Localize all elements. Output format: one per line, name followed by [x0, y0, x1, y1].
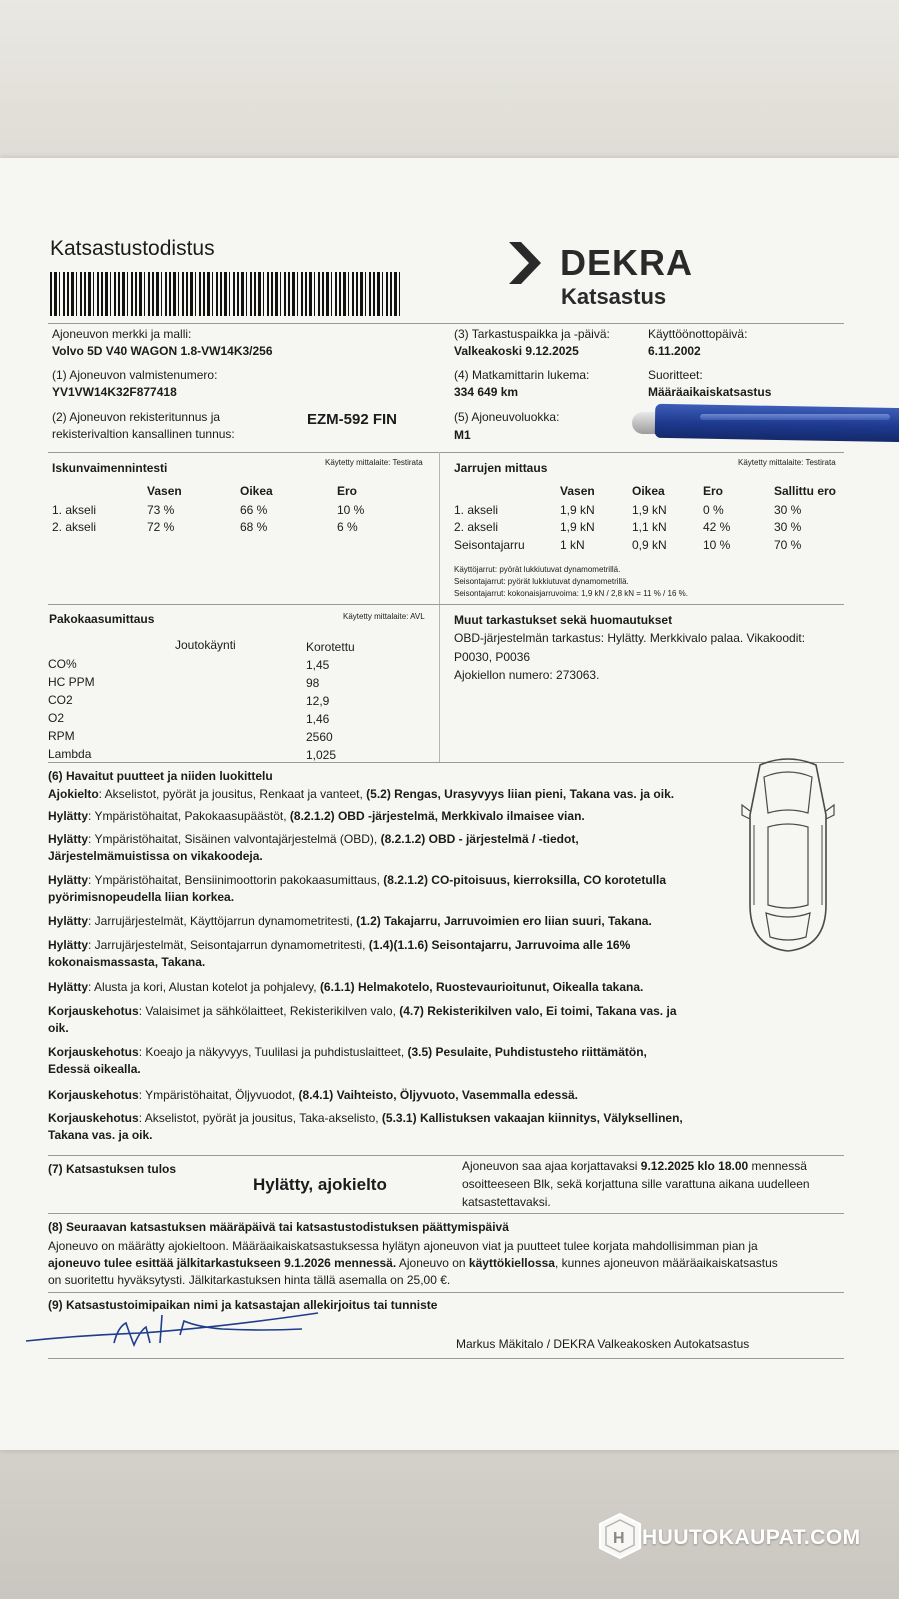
exhaust-row-name: O2	[48, 711, 65, 725]
divider	[48, 1155, 844, 1156]
exhaust-title: Pakokaasumittaus	[49, 612, 155, 626]
inspector-name: Markus Mäkitalo / DEKRA Valkeakosken Autokatsastus	[456, 1337, 750, 1351]
exhaust-row-name: RPM	[48, 729, 75, 743]
defect-item: Hylätty: Ympäristöhaitat, Pakokaasupäästöt, (8.2.1.2) OBD -järjestelmä, Merkkivalo ilmaisee vian.	[48, 809, 585, 823]
brakes-header: Sallittu ero	[774, 484, 837, 498]
other-title: Muut tarkastukset sekä huomautukset	[454, 613, 673, 627]
brakes-row-name: Seisontajarru	[454, 538, 525, 552]
dekra-wordmark: DEKRA	[560, 242, 694, 283]
barcode	[50, 272, 400, 316]
defect-item: Korjauskehotus: Akselistot, pyörät ja jousitus, Taka-akselisto, (5.3.1) Kallistuksen vakaajan kiinnitys, Välyksellinen, Takana vas. ja oik.	[48, 1111, 683, 1142]
exhaust-value: 1,025	[306, 748, 337, 762]
reg-label-2: rekisterivaltion kansallinen tunnus:	[52, 427, 235, 441]
background-table-bottom	[0, 1450, 899, 1599]
place-label: (3) Tarkastuspaikka ja -päivä:	[454, 327, 610, 341]
brakes-note: Käyttöjarrut: pyörät lukkiutuvat dynamometrillä.	[454, 565, 621, 574]
brakes-note: Seisontajarrut: kokonaisjarruvoima: 1,9 kN / 2,8 kN = 11 % / 16 %.	[454, 589, 688, 598]
defect-item: Korjauskehotus: Koeajo ja näkyvyys, Tuulilasi ja puhdistuslaitteet, (3.5) Pesulaite, Puhdistusteho riittämätön, Edessä oikealla.	[48, 1045, 647, 1076]
brakes-row-name: 2. akseli	[454, 520, 499, 534]
divider	[48, 604, 844, 605]
watermark-logo-icon	[598, 1512, 642, 1560]
exhaust-row-name: HC PPM	[48, 675, 95, 689]
reg-label: (2) Ajoneuvon rekisteritunnus ja	[52, 410, 221, 424]
column-divider	[439, 452, 440, 762]
performed-label: Suoritteet:	[648, 368, 703, 382]
defect-item: Hylätty: Ympäristöhaitat, Bensiinimoottorin pakokaasumittaus, (8.2.1.2) CO-pitoisuus, kierroksilla, CO korotetulla pyörimisnopeudella liian korkea.	[48, 873, 667, 904]
make-model-label: Ajoneuvon merkki ja malli:	[52, 327, 192, 341]
watermark-text: HUUTOKAUPAT.COM	[642, 1526, 861, 1549]
other-line: OBD-järjestelmän tarkastus: Hylätty. Merkkivalo palaa. Vikakoodit:	[454, 631, 806, 645]
brakes-title: Jarrujen mittaus	[454, 461, 548, 475]
shock-cell: 66 %	[240, 503, 268, 517]
result-note-line: katsastettavaksi.	[462, 1195, 551, 1209]
shock-title: Iskunvaimennintesti	[52, 461, 168, 475]
dekra-subtitle: Katsastus	[561, 284, 667, 309]
document-title: Katsastustodistus	[50, 237, 215, 260]
exhaust-value: 1,45	[306, 658, 330, 672]
exhaust-value: 12,9	[306, 694, 330, 708]
pen-clip	[700, 414, 890, 420]
brakes-note: Seisontajarrut: pyörät lukkiutuvat dynamometrillä.	[454, 577, 629, 586]
exhaust-row-name: CO%	[48, 657, 77, 671]
divider	[48, 1358, 844, 1359]
place-value: Valkeakoski 9.12.2025	[454, 344, 579, 358]
next-text: ajoneuvo tulee esittää jälkitarkastukseen 9.1.2026 mennessä. Ajoneuvo on käyttökiellossa, kunnes ajoneuvon määräaikaiskatsastus	[48, 1256, 778, 1270]
brakes-device: Käytetty mittalaite: Testirata	[738, 458, 836, 467]
shock-cell: 68 %	[240, 520, 268, 534]
exhaust-header-idle: Joutokäynti	[175, 638, 236, 652]
performed-value: Määräaikaiskatsastus	[648, 385, 772, 399]
brakes-cell: 10 %	[703, 538, 731, 552]
make-model-value: Volvo 5D V40 WAGON 1.8-VW14K3/256	[52, 344, 273, 358]
divider	[48, 452, 844, 453]
brakes-cell: 30 %	[774, 503, 802, 517]
shock-cell: 6 %	[337, 520, 358, 534]
background-table	[0, 0, 899, 160]
shock-row-name: 2. akseli	[52, 520, 97, 534]
defect-item: Hylätty: Alusta ja kori, Alustan kotelot ja pohjalevy, (6.1.1) Helmakotelo, Ruostevaurioitunut, Oikealla takana.	[48, 980, 644, 994]
result-value: Hylätty, ajokielto	[253, 1175, 387, 1194]
brakes-cell: 42 %	[703, 520, 731, 534]
defect-item: Korjauskehotus: Ympäristöhaitat, Öljyvuodot, (8.4.1) Vaihteisto, Öljyvuoto, Vasemmalla edessä.	[48, 1088, 579, 1102]
result-note-line: osoitteeseen Blk, sekä korjattuna sille varattuna aikana uudelleen	[462, 1177, 810, 1191]
shock-device: Käytetty mittalaite: Testirata	[325, 458, 423, 467]
handwritten-signature	[22, 1305, 322, 1349]
result-title: (7) Katsastuksen tulos	[48, 1162, 177, 1176]
vin-value: YV1VW14K32F877418	[52, 385, 177, 399]
shock-cell: 73 %	[147, 503, 175, 517]
defect-item: Hylätty: Jarrujärjestelmät, Käyttöjarrun dynamometritesti, (1.2) Takajarru, Jarruvoimien ero liian suuri, Takana.	[48, 914, 652, 928]
exhaust-row-name: CO2	[48, 693, 73, 707]
shock-cell: 10 %	[337, 503, 365, 517]
shock-header-left: Vasen	[147, 484, 182, 498]
car-top-view-icon	[740, 755, 836, 955]
dekra-logo-icon	[507, 240, 551, 286]
brakes-cell: 1,1 kN	[632, 520, 667, 534]
class-label: (5) Ajoneuvoluokka:	[454, 410, 560, 424]
brakes-header: Vasen	[560, 484, 595, 498]
vin-label: (1) Ajoneuvon valmistenumero:	[52, 368, 218, 382]
odometer-label: (4) Matkamittarin lukema:	[454, 368, 590, 382]
svg-text:H: H	[613, 1530, 625, 1547]
brakes-cell: 30 %	[774, 520, 802, 534]
brakes-cell: 1,9 kN	[560, 520, 595, 534]
divider	[48, 1213, 844, 1214]
defect-item: Ajokielto: Akselistot, pyörät ja jousitus, Renkaat ja vanteet, (5.2) Rengas, Urasyvyys liian pieni, Takana vas. ja oik.	[48, 787, 675, 801]
brakes-cell: 1,9 kN	[560, 503, 595, 517]
defect-item: Korjauskehotus: Valaisimet ja sähkölaitteet, Rekisterikilven valo, (4.7) Rekisterikilven valo, Ei toimi, Takana vas. ja oik.	[48, 1004, 677, 1035]
signature-title: (9) Katsastustoimipaikan nimi ja katsastajan allekirjoitus tai tunniste	[48, 1298, 438, 1312]
shock-header-diff: Ero	[337, 484, 358, 498]
brakes-cell: 0,9 kN	[632, 538, 667, 552]
next-text: on suoritettu hyväksytysti. Jälkitarkastuksen hinta tällä asemalla on 25,00 €.	[48, 1273, 451, 1287]
exhaust-header-raised: Korotettu	[306, 640, 355, 654]
divider	[48, 323, 844, 324]
brakes-cell: 1 kN	[560, 538, 585, 552]
other-line: P0030, P0036	[454, 650, 531, 664]
exhaust-value: 1,46	[306, 712, 330, 726]
result-note: Ajoneuvon saa ajaa korjattavaksi 9.12.2025 klo 18.00 mennessä	[462, 1159, 807, 1173]
shock-header-right: Oikea	[240, 484, 273, 498]
odometer-value: 334 649 km	[454, 385, 519, 399]
brakes-cell: 70 %	[774, 538, 802, 552]
next-title: (8) Seuraavan katsastuksen määräpäivä tai katsastustodistuksen päättymispäivä	[48, 1220, 509, 1234]
brakes-header: Oikea	[632, 484, 665, 498]
exhaust-device: Käytetty mittalaite: AVL	[343, 612, 425, 621]
pen	[655, 404, 899, 442]
defects-title: (6) Havaitut puutteet ja niiden luokittelu	[48, 769, 273, 783]
exhaust-value: 98	[306, 676, 320, 690]
divider	[48, 762, 844, 763]
defect-item: Hylätty: Ympäristöhaitat, Sisäinen valvontajärjestelmä (OBD), (8.2.1.2) OBD - järjestelmä / -tiedot, Järjestelmämuistissa on vikakoodeja.	[48, 832, 579, 863]
divider	[48, 1292, 844, 1293]
exhaust-value: 2560	[306, 730, 333, 744]
exhaust-row-name: Lambda	[48, 747, 92, 761]
first-use-value: 6.11.2002	[648, 344, 701, 358]
shock-row-name: 1. akseli	[52, 503, 97, 517]
brakes-cell: 0 %	[703, 503, 724, 517]
brakes-header: Ero	[703, 484, 724, 498]
first-use-label: Käyttöönottopäivä:	[648, 327, 748, 341]
brakes-row-name: 1. akseli	[454, 503, 499, 517]
class-value: M1	[454, 428, 471, 442]
other-line: Ajokiellon numero: 273063.	[454, 668, 600, 682]
shock-cell: 72 %	[147, 520, 175, 534]
defect-item: Hylätty: Jarrujärjestelmät, Seisontajarrun dynamometritesti, (1.4)(1.1.6) Seisontajarru, Jarruvoima alle 16% kokonaismassasta, Takana.	[48, 938, 631, 969]
next-text: Ajoneuvo on määrätty ajokieltoon. Määräaikaiskatsastuksessa hylätyn ajoneuvon viat ja puutteet tulee korjata mahdollisimman pian ja	[48, 1239, 758, 1253]
reg-number: EZM-592 FIN	[307, 411, 398, 428]
brakes-cell: 1,9 kN	[632, 503, 667, 517]
